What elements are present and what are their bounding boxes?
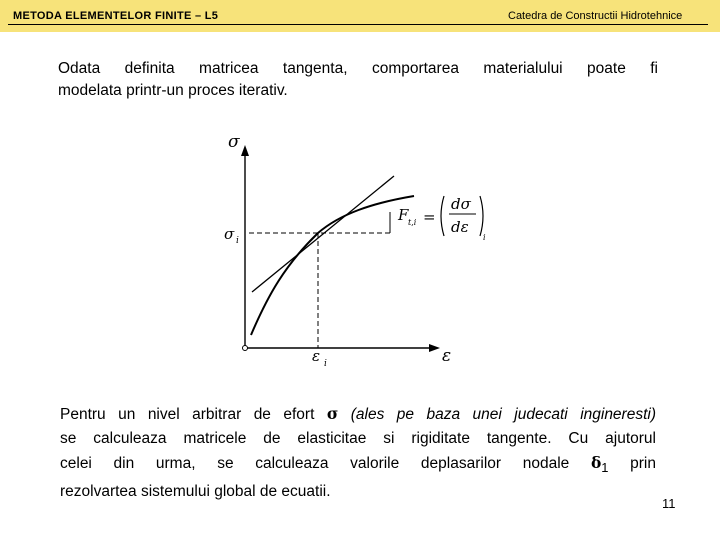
department-name: Catedra de Constructii Hidrotehnice xyxy=(508,10,683,22)
intro-line-1: Odata definita matricea tangenta, comportarea materialului poate fi xyxy=(58,60,658,77)
eps-i-label: ε xyxy=(312,347,321,365)
body-line-3-text: celei din urma, se calculeaza valorile deplasarilor nodale xyxy=(60,455,591,472)
body-line-1-italic: (ales pe baza unei judecati ingineresti) xyxy=(338,406,656,423)
body-line-3 xyxy=(60,451,656,480)
delta-symbol: δ xyxy=(590,453,602,472)
formula-numerator: dσ xyxy=(451,195,471,213)
tangent-modulus-symbol: F xyxy=(398,206,409,224)
formula-denominator: dε xyxy=(451,218,469,236)
sigma-i-subscript: i xyxy=(236,236,239,246)
tangent-line xyxy=(252,176,394,292)
x-axis-arrow-icon xyxy=(429,344,440,352)
formula-subscript: i xyxy=(483,233,486,242)
formula-equals: = xyxy=(423,208,436,226)
formula-left-paren xyxy=(441,196,444,236)
course-title: METODA ELEMENTELOR FINITE – L5 xyxy=(13,10,219,22)
tangent-modulus-subscript: t,i xyxy=(408,218,417,227)
page-number: 11 xyxy=(662,496,676,511)
intro-line-2: modelata printr-un proces iterativ. xyxy=(58,82,288,99)
origin-marker xyxy=(243,346,248,351)
body-line-1-text: Pentru un nivel arbitrar de efort xyxy=(60,406,327,423)
body-line-1 xyxy=(60,402,656,427)
sigma-symbol: σ xyxy=(326,404,339,423)
body-line-2: se calculeaza matricele de elasticitae si rigiditate tangente. Cu ajutorul xyxy=(60,430,656,447)
y-axis-label: σ xyxy=(228,132,240,152)
formula-right-paren xyxy=(480,196,483,236)
eps-i-subscript: i xyxy=(324,359,327,369)
body-line-3-end: prin xyxy=(608,455,656,472)
delta-subscript: 1 xyxy=(601,460,609,476)
body-line-4: rezolvartea sistemului global de ecuatii. xyxy=(60,483,331,501)
body-paragraph xyxy=(60,402,656,504)
sigma-i-label: σ xyxy=(224,225,235,243)
x-axis-label: ε xyxy=(442,346,452,366)
y-axis-arrow-icon xyxy=(241,145,249,156)
